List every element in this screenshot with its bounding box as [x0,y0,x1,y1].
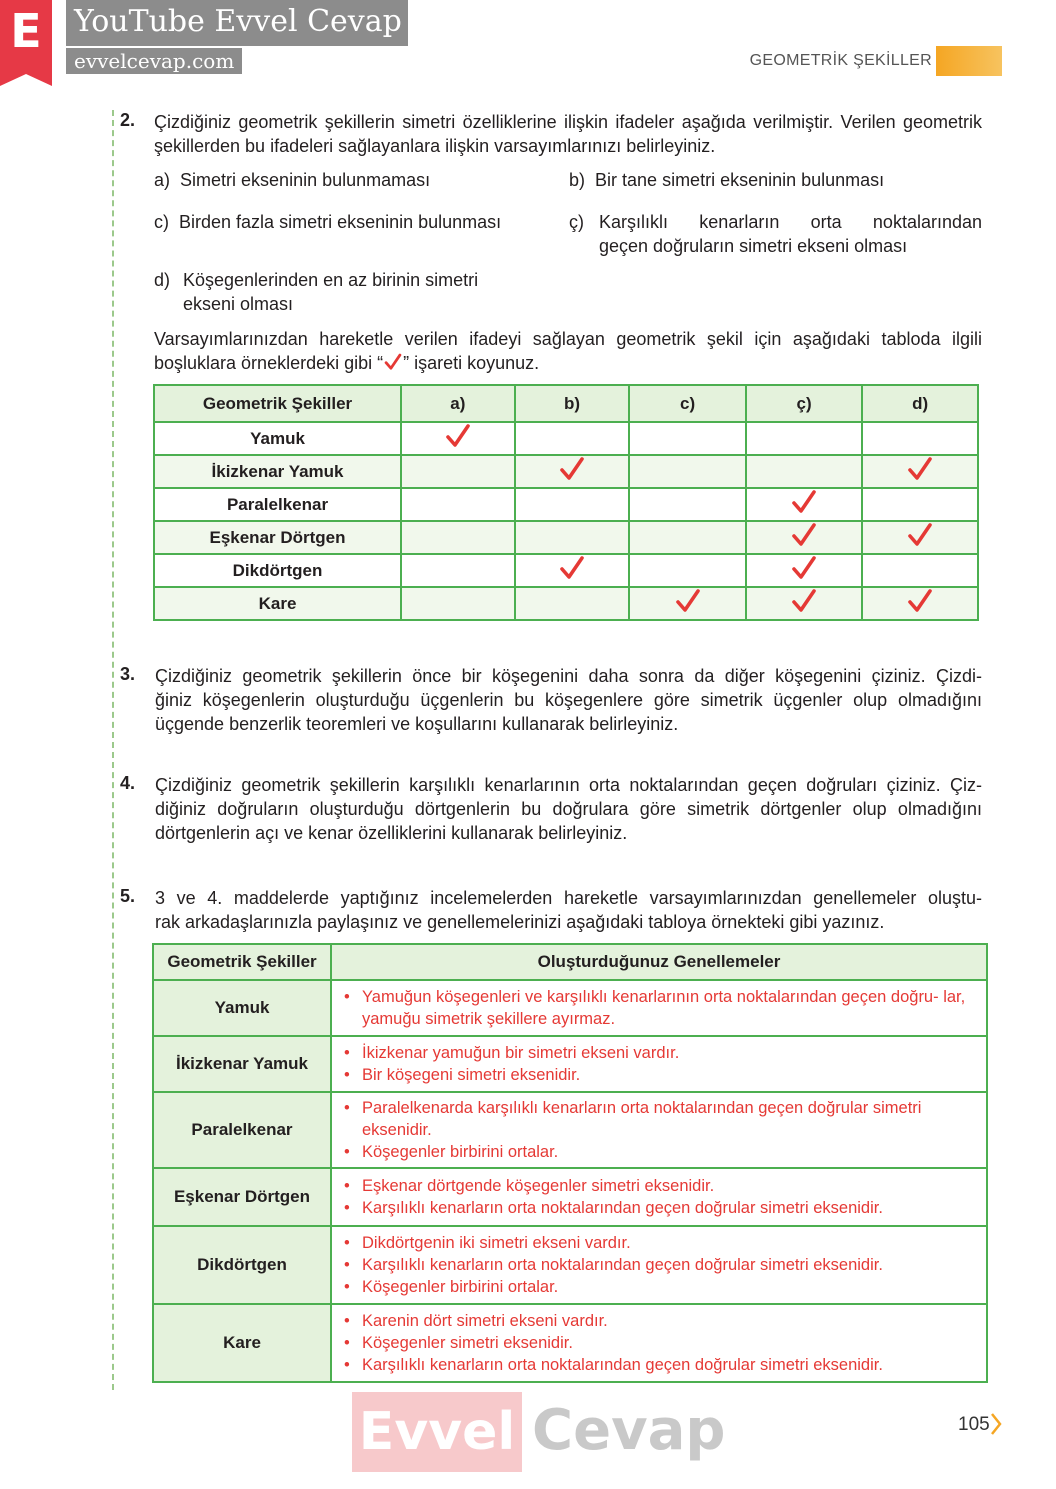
checkmark-icon [907,456,933,482]
check-cell [515,455,630,488]
shape-name: İkizkenar Yamuk [153,1036,331,1092]
check-cell [515,521,630,554]
list-item: • Karşılıklı kenarların orta noktalarından geçen doğrular simetri eksenidir. [340,1197,976,1219]
list-item: • Eşkenar dörtgende köşegenler simetri eksenidir. [340,1175,976,1197]
shape-name: Eşkenar Dörtgen [153,1168,331,1226]
table-row [154,455,978,488]
table-row [154,587,978,620]
check-cell [862,488,978,521]
question-4-line3: dörtgenlerin açı ve kenar özelliklerini kullanarak belirleyiniz. [155,823,628,843]
generalization-list [340,1042,976,1086]
page-number: 105 [958,1414,990,1435]
check-cell [862,422,978,455]
check-cell [629,488,746,521]
check-cell [862,554,978,587]
brand-logo-e: E [0,0,52,74]
question-3-number: 3. [120,664,136,684]
list-item: • Karşılıklı kenarların orta noktalarından geçen doğrular simetri eksenidir. [340,1354,976,1376]
option-b [569,168,884,192]
footer-brand [352,1392,724,1482]
question-2-number: 2. [120,110,136,130]
list-item: • Köşegenler simetri eksenidir. [340,1332,976,1354]
shape-name: Paralelkenar [154,488,401,521]
check-cell [746,554,863,587]
shape-name: Eşkenar Dörtgen [154,521,401,554]
option-a-label: a) [154,170,171,190]
check-cell [401,521,515,554]
option-cc-label: ç) [569,212,584,232]
shape-name: Kare [154,587,401,620]
option-cc-line2: geçen doğruların simetri ekseni olması [599,236,908,256]
checkmark-icon [791,555,817,581]
generalization-cell [331,980,987,1036]
check-cell [746,422,863,455]
table-row [154,488,978,521]
question-4-number: 4. [120,773,136,793]
check-cell [746,521,863,554]
list-item: • Yamuğun köşegenleri ve karşılıklı kenarlarının orta noktalarından geçen doğru- lar, yamuğu simetrik şekillere ayırmaz. [340,986,976,1030]
question-4-line1: Çizdiğiniz geometrik şekillerin karşılıklı kenarlarının orta noktalarından geçen doğruları çiziniz. Çiz- [155,775,982,795]
option-c [154,210,501,234]
website-url: evvelcevap.com [66,48,242,74]
check-cell [515,488,630,521]
header-c: c) [629,385,746,422]
list-item: • Dikdörtgenin iki simetri ekseni vardır. [340,1232,976,1254]
shape-name: Dikdörtgen [153,1226,331,1304]
check-cell [401,587,515,620]
question-3-line1: Çizdiğiniz geometrik şekillerin önce bir köşegenini daha sonra da diğer köşegenini çiziniz. Çizdi- [155,666,982,686]
check-cell [515,554,630,587]
check-cell [862,521,978,554]
list-item: • Karşılıklı kenarların orta noktalarından geçen doğrular simetri eksenidir. [340,1254,976,1276]
header-b: b) [515,385,630,422]
question-4-line2: diğiniz doğruların oluşturduğu dörtgenlerin bu doğrulara göre simetrik dörtgenler olup olmadığını [155,799,982,819]
option-d-label: d) [154,270,171,290]
margin-dashed-line [112,110,114,1390]
generalization-list [340,1232,976,1298]
check-cell [515,587,630,620]
option-a-text: Simetri ekseninin bulunmaması [180,170,431,190]
check-cell [746,455,863,488]
table-row [153,1036,987,1092]
shape-name: Kare [153,1304,331,1382]
option-b-label: b) [569,170,586,190]
option-c-text: Birden fazla simetri ekseninin bulunması [179,212,502,232]
check-cell [629,422,746,455]
table-header-row [154,385,978,422]
list-item: • Karenin dört simetri ekseni vardır. [340,1310,976,1332]
check-cell [401,488,515,521]
generalization-list [340,1175,976,1219]
check-cell [862,455,978,488]
question-3-line3: üçgende benzerlik teoremleri ve koşullarını kullanarak belirleyiniz. [155,714,679,734]
generalization-list [340,986,976,1030]
question-5-number: 5. [120,886,136,906]
option-c-label: c) [154,212,169,232]
check-cell [746,587,863,620]
check-cell [629,554,746,587]
check-cell [401,554,515,587]
table-row [153,1304,987,1382]
table-header-row [153,944,987,980]
youtube-channel-title: YouTube Evvel Cevap [66,0,408,46]
generalization-cell [331,1226,987,1304]
table-row [154,554,978,587]
table-row [154,521,978,554]
header-a: a) [401,385,515,422]
checkmark-icon [559,456,585,482]
option-d-line1: Köşegenlerinden en az birinin simetri [183,270,479,290]
check-cell [746,488,863,521]
header-cc: ç) [746,385,863,422]
question-2-text: Çizdiğiniz geometrik şekillerin simetri özelliklerine ilişkin ifadeler aşağıda verilmiştir. Verilen geometrik şekillerden bu ifadeleri sağlayanlara ilişkin varsayımlarınızı belirleyiniz. [154,112,982,156]
check-cell [862,587,978,620]
checkmark-icon [559,555,585,581]
check-cell [629,587,746,620]
list-item: • Köşegenler birbirini ortalar. [340,1276,976,1298]
checkmark-icon [907,588,933,614]
footer-brand-cevap: Cevap [532,1398,726,1463]
shape-name: Paralelkenar [153,1092,331,1168]
check-cell [629,521,746,554]
option-a [154,168,430,192]
generalization-cell [331,1304,987,1382]
generalization-cell [331,1168,987,1226]
generalization-cell [331,1036,987,1092]
shape-name: İkizkenar Yamuk [154,455,401,488]
footer-brand-evvel: Evvel [352,1392,522,1472]
question-2-instruction-line2 [154,351,539,375]
generalizations-table [152,943,988,1383]
header-generalizations: Oluşturduğunuz Genellemeler [331,944,987,980]
header-shapes: Geometrik Şekiller [154,385,401,422]
list-item: • İkizkenar yamuğun bir simetri ekseni vardır. [340,1042,976,1064]
chapter-accent-bar [936,46,1002,76]
checkmark-icon [383,353,403,371]
shape-name: Yamuk [153,980,331,1036]
check-cell [515,422,630,455]
table-row [153,980,987,1036]
checkmark-icon [791,588,817,614]
question-5-line2: rak arkadaşlarınızla paylaşınız ve genellemelerinizi aşağıdaki tabloya örnekteki gibi yazınız. [155,912,885,932]
table-row [153,1168,987,1226]
generalization-list [340,1097,976,1163]
chevron-right-icon [990,1412,1002,1436]
check-cell [401,422,515,455]
shape-name: Yamuk [154,422,401,455]
checkmark-icon [791,489,817,515]
header-d: d) [862,385,978,422]
chapter-title: GEOMETRİK ŞEKİLLER [749,52,932,69]
list-item: • Paralelkenarda karşılıklı kenarların orta noktalarından geçen doğrular simetri eksenidir. [340,1097,976,1141]
table-row [153,1226,987,1304]
shape-name: Dikdörtgen [154,554,401,587]
checkmark-icon [675,588,701,614]
generalization-cell [331,1092,987,1168]
table-row [154,422,978,455]
option-cc-line1: Karşılıklı kenarların orta noktalarından [599,212,982,232]
checkmark-icon [445,423,471,449]
question-2-instruction-line1: Varsayımlarınızdan hareketle verilen ifadeyi sağlayan geometrik şekil için aşağıdaki tabloda ilgili [154,329,982,349]
table-row [153,1092,987,1168]
question-3-line2: ğiniz köşegenlerin oluşturduğu üçgenlerin bu köşegenlere göre simetrik üçgenler olup olmadığını [155,690,982,710]
list-item: • Köşegenler birbirini ortalar. [340,1141,976,1163]
check-cell [401,455,515,488]
header-shapes: Geometrik Şekiller [153,944,331,980]
option-b-text: Bir tane simetri ekseninin bulunması [595,170,885,190]
symmetry-checks-table [153,384,979,621]
question-5-line1: 3 ve 4. maddelerde yaptığınız incelemelerden hareketle varsayımlarınızdan genellemeler oluştu- [155,888,982,908]
checkmark-icon [791,522,817,548]
instruction-part-b: ” işareti koyunuz. [403,353,540,373]
check-cell [629,455,746,488]
instruction-part-a: boşluklara örneklerdeki gibi “ [154,353,384,373]
option-d-line2: ekseni olması [183,294,294,314]
list-item: • Bir köşegeni simetri eksenidir. [340,1064,976,1086]
checkmark-icon [907,522,933,548]
generalization-list [340,1310,976,1376]
